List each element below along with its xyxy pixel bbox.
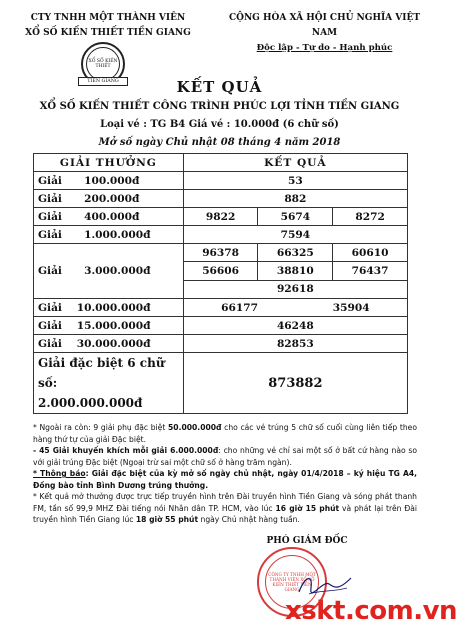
- table-header: [34, 154, 408, 172]
- result-number: 92618: [183, 280, 407, 298]
- prize-cell: Giải 3.000.000đ: [34, 244, 184, 299]
- special-prize-cell: [34, 353, 184, 414]
- table-row: [34, 190, 408, 208]
- watermark-logo: xskt.com.vn: [285, 596, 457, 626]
- result-number: 66325: [258, 244, 333, 262]
- lottery-name: XỔ SỐ KIẾN THIẾT CÔNG TRÌNH PHÚC LỢI TỈNH TIỀN GIANG: [39, 101, 400, 112]
- prize-cell: Giải 10.000.000đ: [34, 299, 184, 317]
- republic-name: CỘNG HÒA XÃ HỘI CHỦ NGHĨA VIỆT NAM: [228, 13, 421, 38]
- company-header: [18, 11, 198, 41]
- result-number: 53: [183, 172, 407, 190]
- table-row: [34, 172, 408, 190]
- result-number: 96378: [183, 244, 258, 262]
- special-prize-row: [34, 353, 408, 414]
- result-column-header: KẾT QUẢ: [183, 154, 407, 172]
- table-row: [34, 208, 408, 226]
- notes-section: [33, 422, 417, 526]
- result-number: 82853: [183, 335, 407, 353]
- result-number: 35904: [332, 301, 370, 314]
- table-row: [34, 226, 408, 244]
- result-number: 76437: [333, 262, 408, 280]
- note-consolation: - 45 Giải khuyến khích mỗi giải 6.000.000đ: cho những vé chỉ sai một số ở bất cứ hàng nào so với giải trúng Đặc biệt (Ngoại trừ sai một chữ số ở hàng trăm ngàn).: [33, 446, 417, 467]
- note-announcement: * Thông báo: Giải đặc biệt của kỳ mở số ngày chủ nhật, ngày 01/4/2018 – ký hiệu TG A4, Đồng bào tỉnh Bình Dương trúng thưởng.: [33, 469, 417, 490]
- result-number: 38810: [258, 262, 333, 280]
- signature-title: PHÓ GIÁM ĐỐC: [266, 536, 348, 546]
- table-row: [34, 335, 408, 353]
- result-number: 66177: [221, 301, 258, 314]
- logo-band: TIỀN GIANG: [78, 77, 128, 86]
- special-prize-label: Giải đặc biệt 6 chữ số:: [38, 356, 165, 390]
- prize-cell: Giải 200.000đ: [34, 190, 184, 208]
- table-row: [34, 299, 408, 317]
- result-number: 9822: [183, 208, 258, 226]
- result-number: 60610: [333, 244, 408, 262]
- table-row: [34, 244, 408, 262]
- ticket-type: Loại vé : TG B4 Giá vé : 10.000đ (6 chữ số): [100, 119, 339, 130]
- seal-text: CÔNG TY TNHH MỘT THÀNH VIÊN XỔ SỐ KIẾN THIẾT TIỀN GIANG: [265, 555, 319, 609]
- result-number: 8272: [333, 208, 408, 226]
- note-extra-prizes: * Ngoài ra còn: 9 giải phụ đặc biệt 50.000.000đ cho các vé trúng 5 chữ số cuối cùng liên tiếp theo hàng thứ tự của giải Đặc biệt.: [33, 423, 417, 444]
- prize-column-header: GIẢI THƯỞNG: [34, 154, 184, 172]
- table-row: [34, 317, 408, 335]
- draw-date: Mở số ngày Chủ nhật 08 tháng 4 năm 2018: [98, 137, 341, 148]
- prize-cell: Giải 15.000.000đ: [34, 317, 184, 335]
- company-name-line1: CTY TNHH MỘT THÀNH VIÊN: [30, 13, 186, 23]
- results-table: [33, 153, 408, 414]
- result-number: 7594: [183, 226, 407, 244]
- result-numbers-pair: [183, 299, 407, 317]
- republic-header: [222, 11, 427, 56]
- result-number: 56606: [183, 262, 258, 280]
- prize-cell: Giải 100.000đ: [34, 172, 184, 190]
- result-number: 46248: [183, 317, 407, 335]
- prize-cell: Giải 30.000.000đ: [34, 335, 184, 353]
- result-number: 5674: [258, 208, 333, 226]
- note-broadcast: * Kết quả mở thưởng được trực tiếp truyền hình trên Đài truyền hình Tiền Giang và sóng phát thanh FM, tần số 99,9 MHZ Đài tiếng nói Nhân dân TP. HCM, vào lúc 16 giờ 15 phút và phát lại trên Đài truyền hình Tiền Giang lúc 18 giờ 55 phút ngày Chủ nhật hàng tuần.: [33, 492, 417, 524]
- prize-cell: Giải 1.000.000đ: [34, 226, 184, 244]
- result-number: 882: [183, 190, 407, 208]
- logo-text: XỔ SỐ KIẾN THIẾT: [86, 47, 120, 81]
- special-prize-number: 873882: [183, 353, 407, 414]
- republic-motto: Độc lập - Tự do - Hạnh phúc: [256, 43, 393, 53]
- special-prize-amount: 2.000.000.000đ: [38, 396, 143, 410]
- document-title: KẾT QUẢ: [176, 78, 263, 96]
- company-name-line2: XỔ SỐ KIẾN THIẾT TIỀN GIANG: [25, 28, 191, 38]
- prize-cell: Giải 400.000đ: [34, 208, 184, 226]
